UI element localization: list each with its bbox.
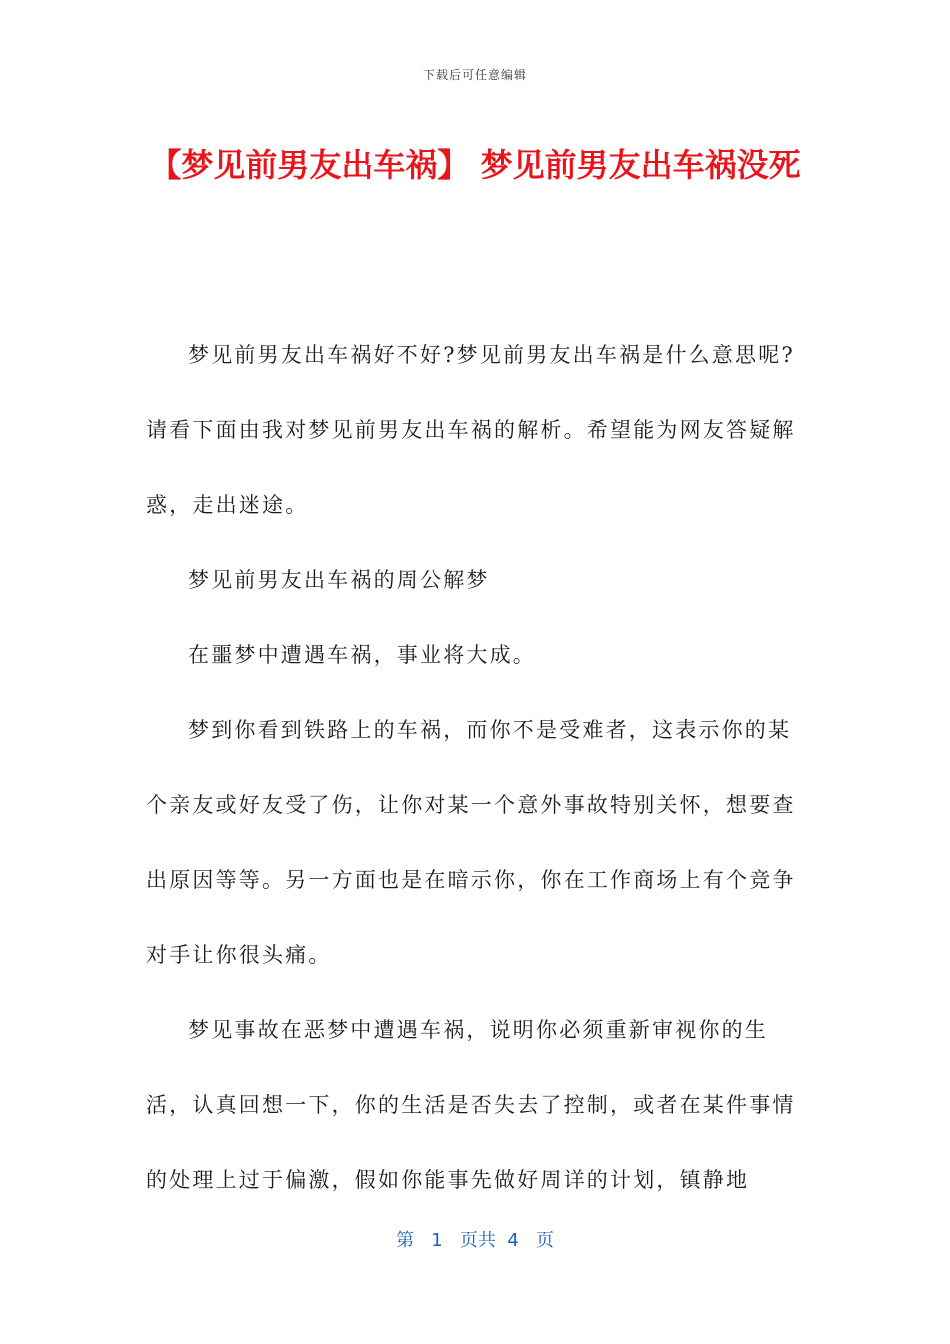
document-body <box>146 318 806 1218</box>
document-title: 【梦见前男友出车祸】 梦见前男友出车祸没死 <box>149 146 801 184</box>
footer-suffix: 页 <box>535 1230 554 1251</box>
paragraph-railway: 梦到你看到铁路上的车祸，而你不是受难者，这表示你的某个亲友或好友受了伤，让你对某一个意外事故特别关怀，想要查出原因等等。另一方面也是在暗示你，你在工作商场上有个竞争对手让你很头痛。 <box>146 718 796 967</box>
footer-prefix: 第 <box>396 1230 415 1251</box>
footer-current-page: 1 <box>431 1230 443 1251</box>
paragraph-intro: 梦见前男友出车祸好不好?梦见前男友出车祸是什么意思呢?请看下面由我对梦见前男友出车祸的解析。希望能为网友答疑解惑，走出迷途。 <box>146 343 796 517</box>
page-number-footer <box>0 1226 950 1252</box>
paragraph-nightmare: 在噩梦中遭遇车祸，事业将大成。 <box>188 643 536 667</box>
footer-total-pages: 4 <box>507 1230 519 1251</box>
footer-mid: 页共 <box>459 1230 496 1251</box>
paragraph-accident: 梦见事故在恶梦中遭遇车祸，说明你必须重新审视你的生活，认真回想一下，你的生活是否失去了控制，或者在某件事情的处理上过于偏激，假如你能事先做好周详的计划，镇静地 <box>146 1018 796 1192</box>
paragraph-heading-zhougong: 梦见前男友出车祸的周公解梦 <box>188 568 490 592</box>
header-note: 下载后可任意编辑 <box>422 68 527 82</box>
